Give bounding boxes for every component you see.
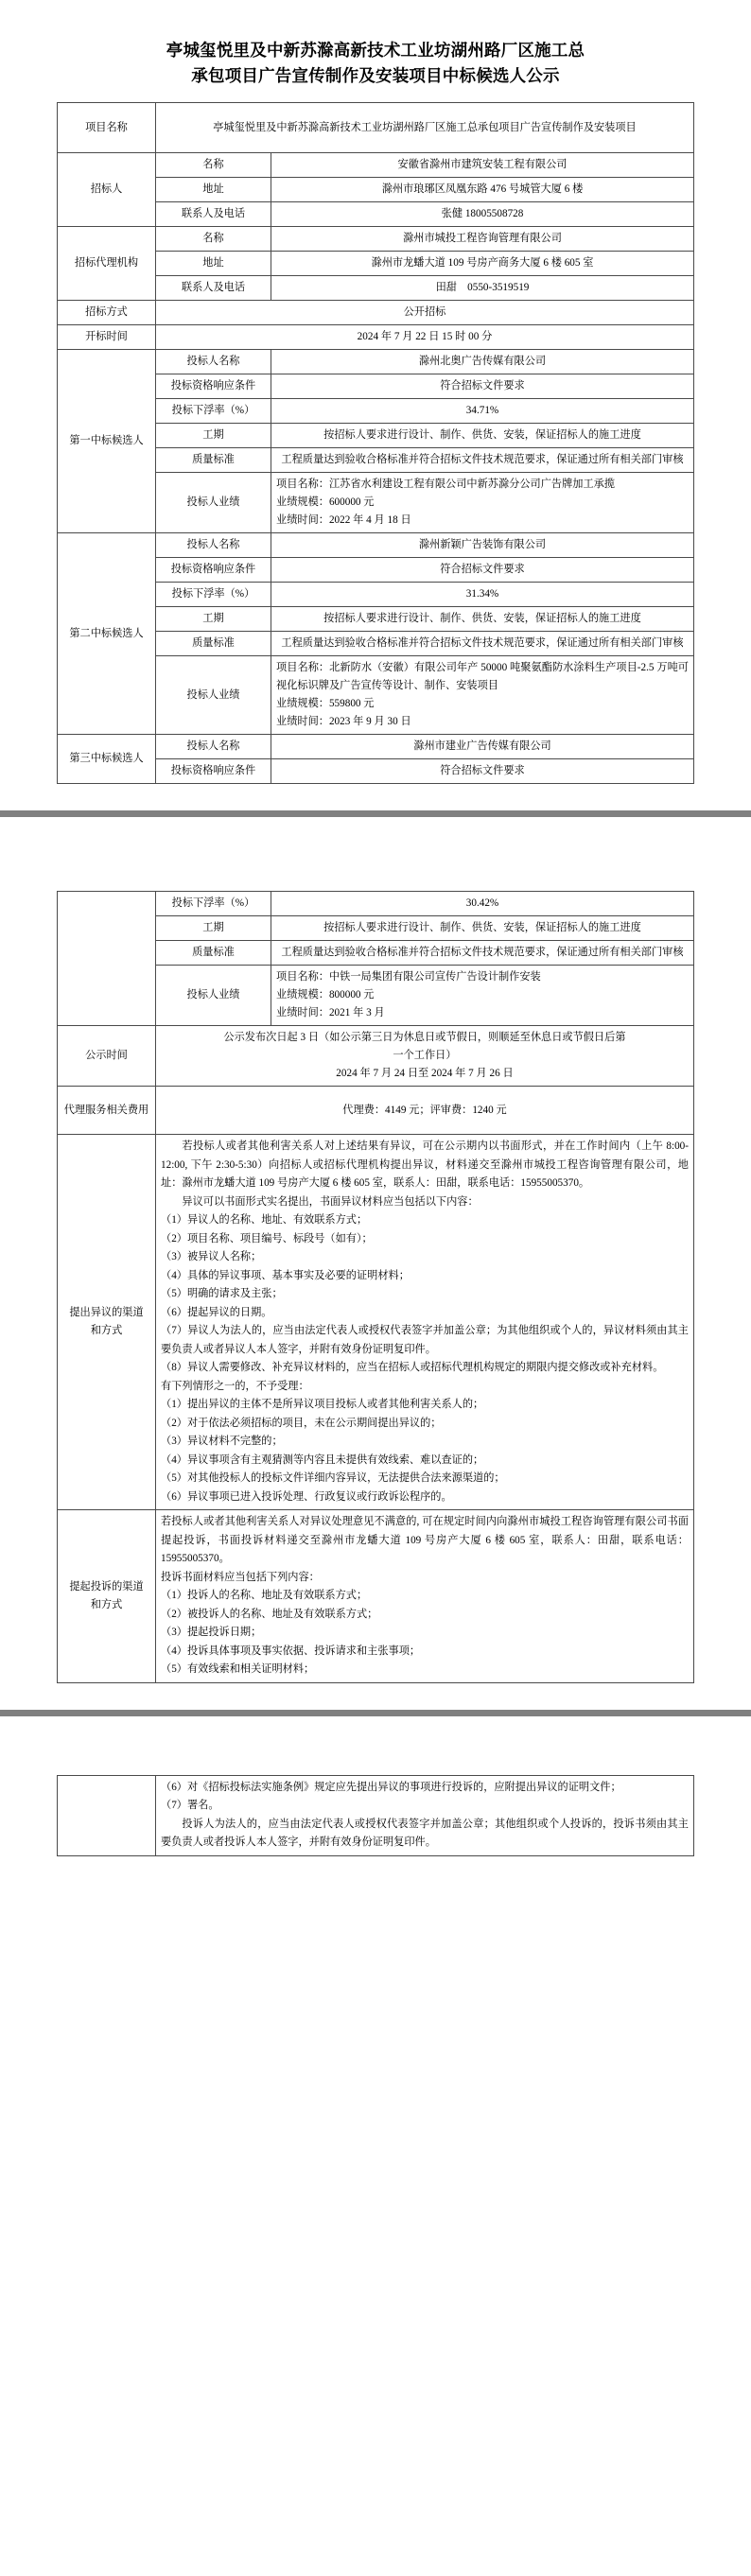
objection-reject-header: 有下列情形之一的，不予受理： — [161, 1380, 309, 1392]
sublabel-duration: 工期 — [156, 607, 271, 632]
objection-item: （6）提起异议的日期。 — [161, 1306, 272, 1318]
sublabel-performance: 投标人业绩 — [156, 656, 271, 735]
value-candidate2-duration: 按招标人要求进行设计、制作、供货、安装，保证招标人的施工进度 — [271, 607, 694, 632]
objection-reject-item: （1）提出异议的主体不是所异议项目投标人或者其他利害关系人的； — [161, 1399, 484, 1410]
value-candidate1-bidder-name: 滁州北奥广告传媒有限公司 — [271, 350, 694, 374]
value-candidate1-duration: 按招标人要求进行设计、制作、供货、安装，保证招标人的施工进度 — [271, 424, 694, 448]
performance-line: 项目名称：北新防水（安徽）有限公司年产 50000 吨聚氨酯防水涂料生产项目-2.5 万吨可视化标识牌及广告宣传等设计、制作、安装项目 — [276, 662, 689, 691]
value-candidate1-discount-rate: 34.71% — [271, 399, 694, 424]
sublabel-quality: 质量标准 — [156, 448, 271, 473]
table-row-tenderee-name — [58, 153, 694, 178]
label-tenderee: 招标人 — [58, 153, 156, 227]
publicity-line: 一个工作日） — [393, 1050, 457, 1061]
complaint-item: （2）被投诉人的名称、地址及有效联系方式； — [161, 1608, 378, 1620]
label-candidate-3: 第三中标候选人 — [58, 735, 156, 784]
page-gap-2 — [0, 817, 751, 834]
objection-body — [161, 1138, 689, 1506]
page-divider-1 — [0, 810, 751, 817]
performance-line: 项目名称：江苏省水利建设工程有限公司中新苏滁分公司广告牌加工承揽 — [276, 479, 616, 490]
performance-line: 业绩规模：800000 元 — [276, 989, 375, 1001]
sublabel-address: 地址 — [156, 178, 271, 202]
sublabel-agency-name: 名称 — [156, 227, 271, 252]
value-candidate2-qualification: 符合招标文件要求 — [271, 558, 694, 583]
sublabel-duration: 工期 — [156, 916, 271, 941]
tender-detail-table — [57, 891, 694, 1683]
label-objection-channel — [58, 1135, 156, 1510]
objection-para-2: 异议可以书面形式实名提出，书面异议材料应当包括以下内容： — [182, 1195, 479, 1208]
label-bid-method: 招标方式 — [58, 301, 156, 325]
value-candidate2-bidder-name: 滁州新颖广告装饰有限公司 — [271, 533, 694, 558]
table-row-bid-method — [58, 301, 694, 325]
page-title — [57, 38, 694, 89]
label-candidate-3-cont — [58, 892, 156, 1026]
sublabel-bidder-name: 投标人名称 — [156, 533, 271, 558]
label-complaint-line-1: 提起投诉的渠道 — [69, 1580, 144, 1593]
objection-para-1: 若投标人或者其他利害关系人对上述结果有异议，可在公示期内以书面形式，并在工作时间内（上午 8:00-12:00, 下午 2:30-5:30）向招标人或招标代理机构提出异议，材料递交至滁州市城投工程咨询管理有限公司，地址：滁州市龙蟠大道 109 号房产大厦 6 楼 605 室，联系人：田甜，联系电话：15955005370。 — [161, 1140, 689, 1189]
table-row-complaint-continued — [58, 1775, 694, 1855]
sublabel-agency-address: 地址 — [156, 252, 271, 276]
sublabel-qualification: 投标资格响应条件 — [156, 374, 271, 399]
table-row-candidate2-name — [58, 533, 694, 558]
label-complaint-line-2: 和方式 — [90, 1598, 123, 1610]
table-row-complaint-channel — [58, 1510, 694, 1683]
page-2 — [0, 834, 751, 1693]
complaint-body — [161, 1513, 689, 1680]
page-3 — [0, 1733, 751, 1866]
value-tenderee-contact: 张健 18005508728 — [271, 202, 694, 227]
objection-item: （4）具体的异议事项、基本事实及必要的证明材料； — [161, 1269, 410, 1281]
page-title-line-1: 亭城玺悦里及中新苏滁高新技术工业坊湖州路厂区施工总 — [166, 41, 585, 60]
value-tenderee-name: 安徽省滁州市建筑安装工程有限公司 — [271, 153, 694, 178]
page-gap-1 — [0, 793, 751, 810]
label-agency-fee: 代理服务相关费用 — [58, 1087, 156, 1135]
sublabel-quality: 质量标准 — [156, 632, 271, 656]
objection-reject-item: （3）异议材料不完整的； — [161, 1436, 283, 1447]
objection-item: （1）异议人的名称、地址、有效联系方式； — [161, 1214, 368, 1226]
label-agency: 招标代理机构 — [58, 227, 156, 301]
label-project-name: 项目名称 — [58, 103, 156, 153]
performance-line: 业绩时间：2023 年 9 月 30 日 — [276, 716, 411, 727]
page-divider-2 — [0, 1710, 751, 1716]
complaint-item: （1）投诉人的名称、地址及有效联系方式； — [161, 1590, 368, 1601]
value-project-name: 亭城玺悦里及中新苏滁高新技术工业坊湖州路厂区施工总承包项目广告宣传制作及安装项目 — [156, 103, 694, 153]
sublabel-bidder-name: 投标人名称 — [156, 350, 271, 374]
objection-reject-item: （5）对其他投标人的投标文件详细内容异议，无法提供合法来源渠道的； — [161, 1472, 505, 1484]
value-agency-address: 滁州市龙蟠大道 109 号房产商务大厦 6 楼 605 室 — [271, 252, 694, 276]
value-tenderee-address: 滁州市琅琊区凤凰东路 476 号城管大厦 6 楼 — [271, 178, 694, 202]
objection-item: （7）异议人为法人的，应当由法定代表人或授权代表签字并加盖公章；为其他组织或个人的，异议材料须由其主要负责人或者异议人本人签字，并附有效身份证明复印件。 — [161, 1325, 689, 1355]
objection-reject-item: （4）异议事项含有主观猜测等内容且未提供有效线索、难以查证的； — [161, 1453, 484, 1466]
complaint-item: （5）有效线索和相关证明材料； — [161, 1663, 315, 1675]
page-gap-4 — [0, 1716, 751, 1733]
value-candidate3-discount-rate: 30.42% — [271, 892, 694, 916]
value-candidate3-performance — [271, 966, 694, 1026]
page-1 — [0, 0, 751, 793]
complaint-item-cont: （7）署名。 — [161, 1800, 219, 1811]
page-title-line-2: 承包项目广告宣传制作及安装项目中标候选人公示 — [191, 66, 560, 85]
value-agency-fee: 代理费：4149 元；评审费：1240 元 — [156, 1087, 694, 1135]
publicity-line: 2024 年 7 月 24 日至 2024 年 7 月 26 日 — [336, 1068, 514, 1079]
table-row-project-name — [58, 103, 694, 153]
label-objection-line-1: 提出异议的渠道 — [69, 1307, 144, 1318]
objection-item: （8）异议人需要修改、补充异议材料的，应当在招标人或招标代理机构规定的期限内提交修改或补充材料。 — [161, 1362, 664, 1373]
performance-line: 项目名称：中铁一局集团有限公司宣传广告设计制作安装 — [276, 971, 541, 983]
table-row-candidate3-name — [58, 735, 694, 759]
label-complaint-channel-cont — [58, 1775, 156, 1855]
value-bid-method: 公开招标 — [156, 301, 694, 325]
table-row-candidate3-rate — [58, 892, 694, 916]
value-candidate2-quality: 工程质量达到验收合格标准并符合招标文件技术规范要求，保证通过所有相关部门审核 — [271, 632, 694, 656]
label-candidate-1: 第一中标候选人 — [58, 350, 156, 533]
label-objection-line-2: 和方式 — [90, 1325, 123, 1336]
table-row-publicity-time — [58, 1026, 694, 1087]
label-complaint-channel — [58, 1510, 156, 1683]
complaint-closing: 投诉人为法人的，应当由法定代表人或授权代表签字并加盖公章；其他组织或个人投诉的，投诉书须由其主要负责人或者投诉人本人签字，并附有效身份证明复印件。 — [161, 1818, 689, 1848]
sublabel-name: 名称 — [156, 153, 271, 178]
objection-reject-item: （6）异议事项已进入投诉处理、行政复议或行政诉讼程序的。 — [161, 1490, 452, 1503]
performance-line: 业绩规模：600000 元 — [276, 496, 375, 508]
table-row-bid-open-time — [58, 325, 694, 350]
sublabel-quality: 质量标准 — [156, 941, 271, 966]
value-candidate1-quality: 工程质量达到验收合格标准并符合招标文件技术规范要求，保证通过所有相关部门审核 — [271, 448, 694, 473]
sublabel-agency-contact: 联系人及电话 — [156, 276, 271, 301]
page-gap-3 — [0, 1693, 751, 1710]
label-candidate-2: 第二中标候选人 — [58, 533, 156, 735]
value-candidate2-discount-rate: 31.34% — [271, 583, 694, 607]
value-candidate3-quality: 工程质量达到验收合格标准并符合招标文件技术规范要求，保证通过所有相关部门审核 — [271, 941, 694, 966]
complaint-item: （3）提起投诉日期； — [161, 1627, 262, 1638]
complaint-body-cont — [161, 1779, 689, 1853]
objection-reject-item: （2）对于依法必须招标的项目，未在公示期间提出异议的； — [161, 1417, 442, 1429]
value-candidate3-duration: 按招标人要求进行设计、制作、供货、安装，保证招标人的施工进度 — [271, 916, 694, 941]
table-row-agency-name — [58, 227, 694, 252]
value-candidate2-performance — [271, 656, 694, 735]
sublabel-performance: 投标人业绩 — [156, 966, 271, 1026]
sublabel-qualification: 投标资格响应条件 — [156, 759, 271, 784]
sublabel-discount-rate: 投标下浮率（%） — [156, 892, 271, 916]
performance-line: 业绩时间：2021 年 3 月 — [276, 1007, 385, 1018]
complaint-para-2: 投诉书面材料应当包括下列内容： — [161, 1571, 320, 1583]
table-row-objection-channel — [58, 1135, 694, 1510]
objection-item: （2）项目名称、项目编号、标段号（如有）； — [161, 1232, 373, 1244]
sublabel-contact: 联系人及电话 — [156, 202, 271, 227]
complaint-para-1: 若投标人或者其他利害关系人对异议处理意见不满意的, 可在规定时间内向滁州市城投工程咨询管理有限公司书面提起投诉，书面投诉材料递交至滁州市龙蟠大道 109 号房产大厦 6 楼 605 室，联系人：田甜，联系电话：15955005370。 — [161, 1516, 689, 1564]
sublabel-duration: 工期 — [156, 424, 271, 448]
performance-line: 业绩规模：559800 元 — [276, 698, 375, 709]
value-complaint-channel — [156, 1510, 694, 1683]
complaint-item: （4）投诉具体事项及事实依据、投诉请求和主张事项； — [161, 1645, 421, 1657]
value-agency-contact: 田甜 0550-3519519 — [271, 276, 694, 301]
sublabel-qualification: 投标资格响应条件 — [156, 558, 271, 583]
table-row-agency-fee — [58, 1087, 694, 1135]
sublabel-performance: 投标人业绩 — [156, 473, 271, 533]
label-publicity-time: 公示时间 — [58, 1026, 156, 1087]
value-objection-channel — [156, 1135, 694, 1510]
value-candidate3-qualification: 符合招标文件要求 — [271, 759, 694, 784]
value-candidate1-performance — [271, 473, 694, 533]
table-row-candidate1-name — [58, 350, 694, 374]
objection-item: （5）明确的请求及主张； — [161, 1288, 283, 1299]
publicity-line: 公示发布次日起 3 日（如公示第三日为休息日或节假日，则顺延至休息日或节假日后第 — [223, 1032, 626, 1043]
objection-item: （3）被异议人名称； — [161, 1251, 262, 1262]
value-agency-name: 滁州市城投工程咨询管理有限公司 — [271, 227, 694, 252]
sublabel-bidder-name: 投标人名称 — [156, 735, 271, 759]
value-complaint-channel-cont — [156, 1775, 694, 1855]
value-bid-open-time: 2024 年 7 月 22 日 15 时 00 分 — [156, 325, 694, 350]
complaint-continued-table — [57, 1775, 694, 1856]
complaint-item-cont: （6）对《招标投标法实施条例》规定应先提出异议的事项进行投诉的，应附提出异议的证明文件； — [161, 1781, 621, 1793]
sublabel-discount-rate: 投标下浮率（%） — [156, 583, 271, 607]
value-candidate3-bidder-name: 滁州市建业广告传媒有限公司 — [271, 735, 694, 759]
performance-line: 业绩时间：2022 年 4 月 18 日 — [276, 514, 411, 526]
tender-summary-table — [57, 102, 694, 784]
label-bid-open-time: 开标时间 — [58, 325, 156, 350]
value-candidate1-qualification: 符合招标文件要求 — [271, 374, 694, 399]
sublabel-discount-rate: 投标下浮率（%） — [156, 399, 271, 424]
value-publicity-time — [156, 1026, 694, 1087]
